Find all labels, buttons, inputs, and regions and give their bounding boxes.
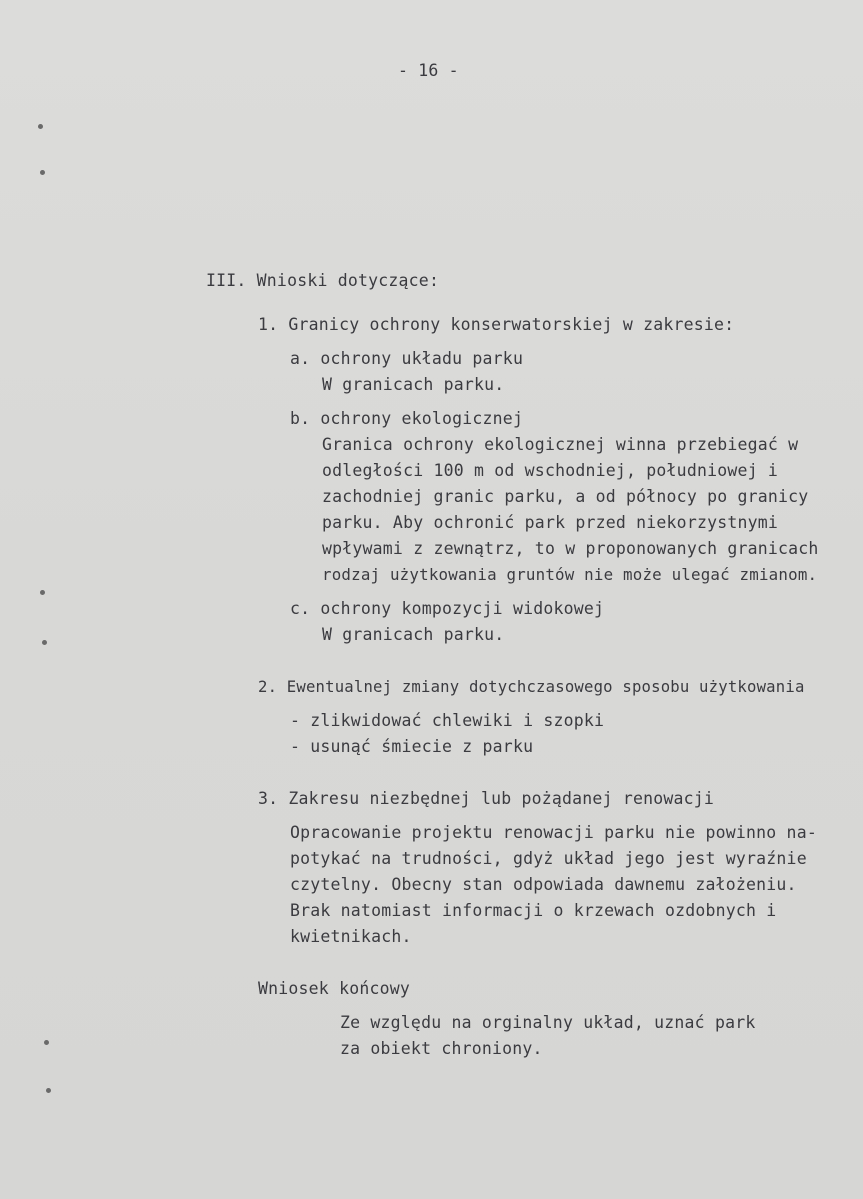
binder-hole (42, 640, 47, 645)
binder-hole (40, 170, 45, 175)
item-2-bullet: - usunąć śmiecie z parku (290, 737, 534, 756)
item-3-line: Opracowanie projektu renowacji parku nie powinno na- (290, 823, 817, 842)
item-1b-line: wpływami z zewnątrz, to w proponowanych granicach (322, 539, 819, 558)
item-1c-title: c. ochrony kompozycji widokowej (290, 599, 605, 618)
binder-hole (40, 590, 45, 595)
item-1c-text: W granicach parku. (322, 625, 505, 644)
binder-hole (46, 1088, 51, 1093)
item-3-line: potykać na trudności, gdyż układ jego jest wyraźnie (290, 849, 807, 868)
item-3-title: 3. Zakresu niezbędnej lub pożądanej renowacji (258, 789, 715, 808)
item-1b-line: zachodniej granic parku, a od północy po granicy (322, 487, 809, 506)
item-1b-line: odległości 100 m od wschodniej, południowej i (322, 461, 779, 480)
item-1a-title: a. ochrony układu parku (290, 349, 524, 368)
item-1-title: 1. Granicy ochrony konserwatorskiej w zakresie: (258, 315, 735, 334)
conclusion-title: Wniosek końcowy (258, 979, 411, 998)
item-2-title: 2. Ewentualnej zmiany dotychczasowego sposobu użytkowania (258, 678, 805, 696)
item-1b-line: rodzaj użytkowania gruntów nie może ulegać zmianom. (322, 565, 818, 584)
page-number: - 16 - (398, 61, 459, 80)
item-1a-text: W granicach parku. (322, 375, 505, 394)
item-3-line: kwietnikach. (290, 927, 412, 946)
item-3-line: czytelny. Obecny stan odpowiada dawnemu założeniu. (290, 875, 797, 894)
item-3-line: Brak natomiast informacji o krzewach ozdobnych i (290, 901, 777, 920)
conclusion-line: Ze względu na orginalny układ, uznać park (340, 1013, 756, 1032)
section-heading: III. Wnioski dotyczące: (206, 271, 440, 290)
conclusion-line: za obiekt chroniony. (340, 1039, 543, 1058)
item-1b-line: parku. Aby ochronić park przed niekorzystnymi (322, 513, 779, 532)
binder-hole (44, 1040, 49, 1045)
item-1b-line: Granica ochrony ekologicznej winna przebiegać w (322, 435, 799, 454)
item-2-bullet: - zlikwidować chlewiki i szopki (290, 711, 605, 730)
binder-hole (38, 124, 43, 129)
item-1b-title: b. ochrony ekologicznej (290, 409, 524, 428)
